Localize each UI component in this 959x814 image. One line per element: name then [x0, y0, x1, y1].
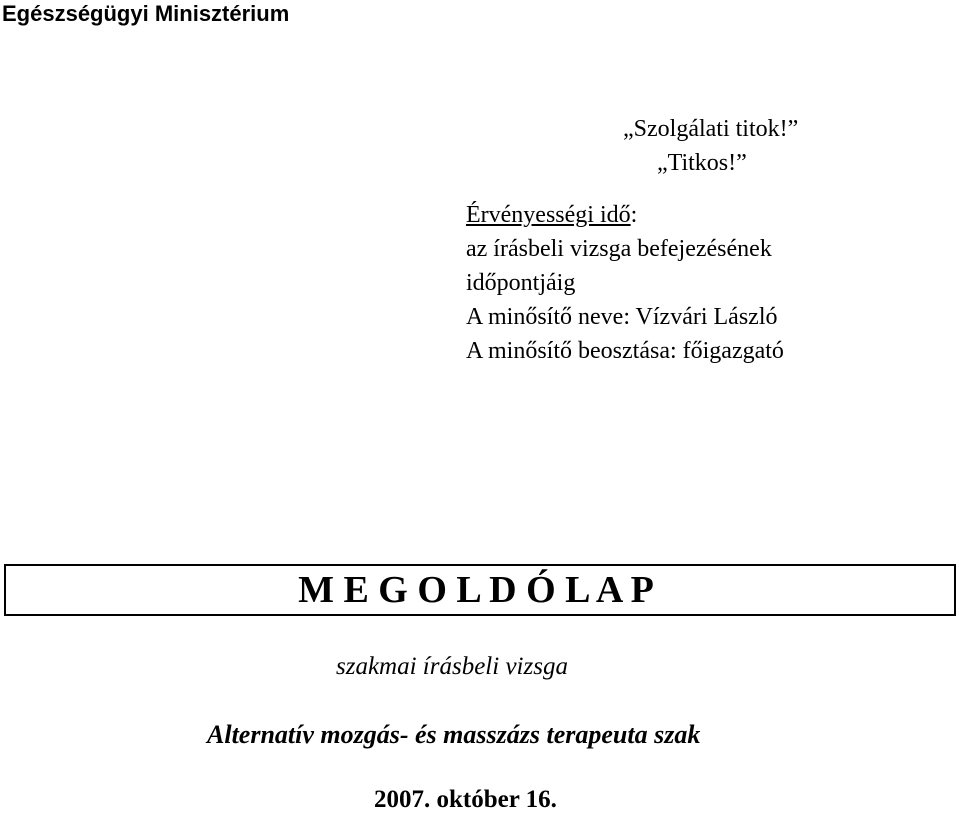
classification-secret: „Titkos!”	[657, 150, 747, 176]
validity-colon: :	[630, 202, 638, 228]
validity-label-line	[466, 198, 784, 232]
validity-description: az írásbeli vizsga befejezésének	[466, 236, 772, 262]
document-title: M E G O L D Ó L A P	[298, 569, 654, 611]
classification-service-secret: „Szolgálati titok!”	[623, 116, 799, 142]
qualifier-name: A minősítő neve: Vízvári László	[466, 304, 778, 330]
exam-date: 2007. október 16.	[374, 786, 557, 813]
title-box	[4, 564, 956, 616]
exam-type: szakmai írásbeli vizsga	[336, 653, 568, 680]
validity-label: Érvényességi idő	[466, 202, 631, 228]
ministry-name: Egészségügyi Minisztérium	[2, 1, 290, 26]
validity-description-end: időpontjáig	[466, 270, 576, 296]
validity-block	[466, 198, 784, 368]
qualifier-title: A minősítő beosztása: főigazgató	[466, 338, 784, 364]
specialty-name: Alternatív mozgás- és masszázs terapeuta szak	[207, 720, 701, 749]
